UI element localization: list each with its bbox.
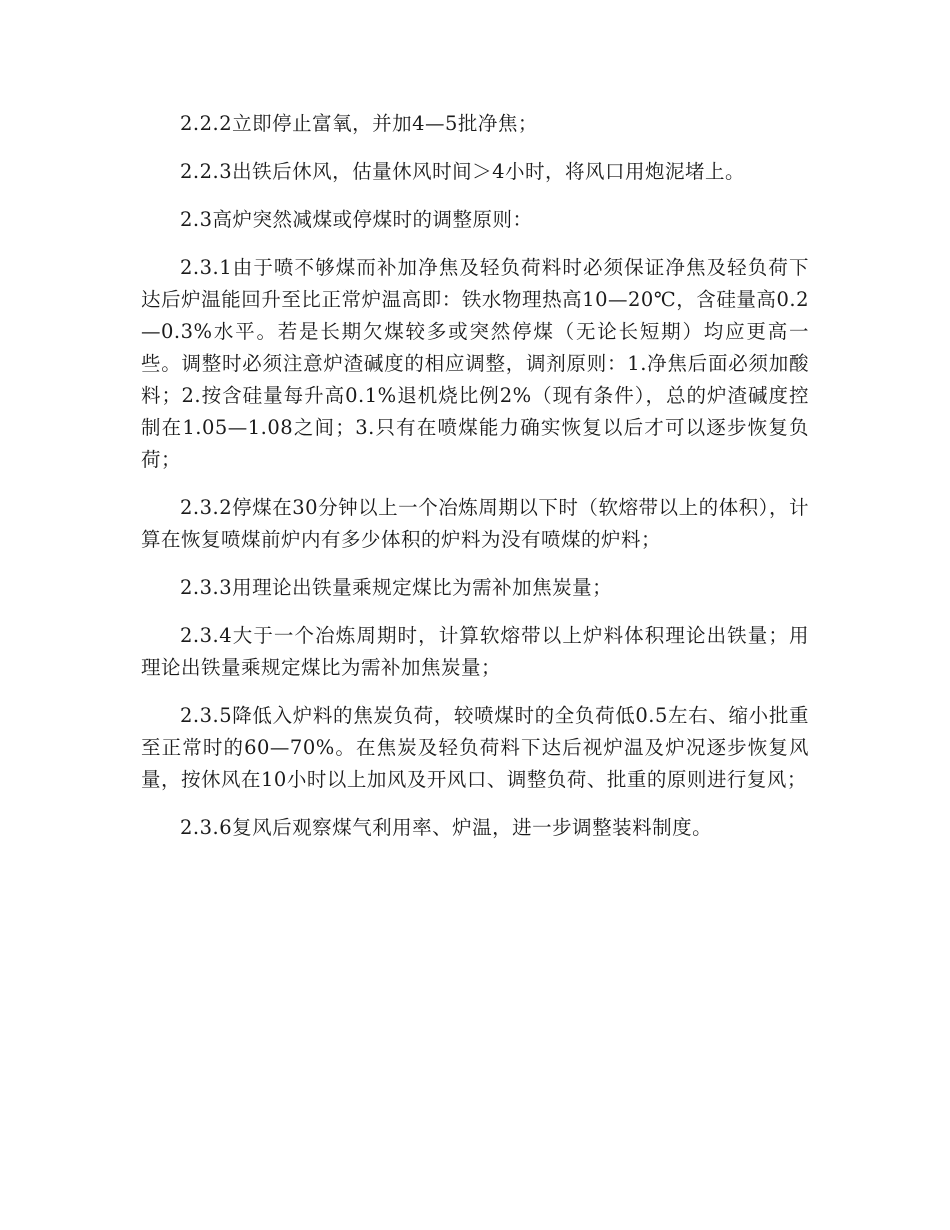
document-body [141,108,809,860]
paragraph-2-3-1: 2.3.1由于喷不够煤而补加净焦及轻负荷料时必须保证净焦及轻负荷下达后炉温能回升至比正常炉温高即：铁水物理热高10—20℃，含硅量高0.2—0.3%水平。若是长期欠煤较多或突然停煤（无论长短期）均应更高一些。调整时必须注意炉渣碱度的相应调整，调剂原则：1.净焦后面必须加酸料；2.按含硅量每升高0.1%退机烧比例2%（现有条件），总的炉渣碱度控制在1.05—1.08之间；3.只有在喷煤能力确实恢复以后才可以逐步恢复负荷； [141,256,809,471]
paragraph-2-3-3: 2.3.3用理论出铁量乘规定煤比为需补加焦炭量； [180,576,613,599]
paragraph-2-2-2: 2.2.2立即停止富氧，并加4—5批净焦； [180,112,538,135]
paragraph-2-3-5: 2.3.5降低入炉料的焦炭负荷，较喷煤时的全负荷低0.5左右、缩小批重至正常时的60—70%。在焦炭及轻负荷料下达后视炉温及炉况逐步恢复风量，按休风在10小时以上加风及开风口、调整负荷、批重的原则进行复风； [141,704,809,791]
paragraph-2-3-6: 2.3.6复风后观察煤气利用率、炉温，进一步调整装料制度。 [180,816,713,839]
paragraph-2-3-4: 2.3.4大于一个冶炼周期时，计算软熔带以上炉料体积理论出铁量；用理论出铁量乘规定煤比为需补加焦炭量； [141,624,809,679]
paragraph-2-2-3: 2.2.3出铁后休风，估量休风时间＞4小时，将风口用炮泥堵上。 [180,160,746,183]
paragraph-2-3-2: 2.3.2停煤在30分钟以上一个冶炼周期以下时（软熔带以上的体积），计算在恢复喷煤前炉内有多少体积的炉料为没有喷煤的炉料； [141,496,809,551]
section-heading-2-3: 2.3高炉突然减煤或停煤时的调整原则： [180,208,533,231]
